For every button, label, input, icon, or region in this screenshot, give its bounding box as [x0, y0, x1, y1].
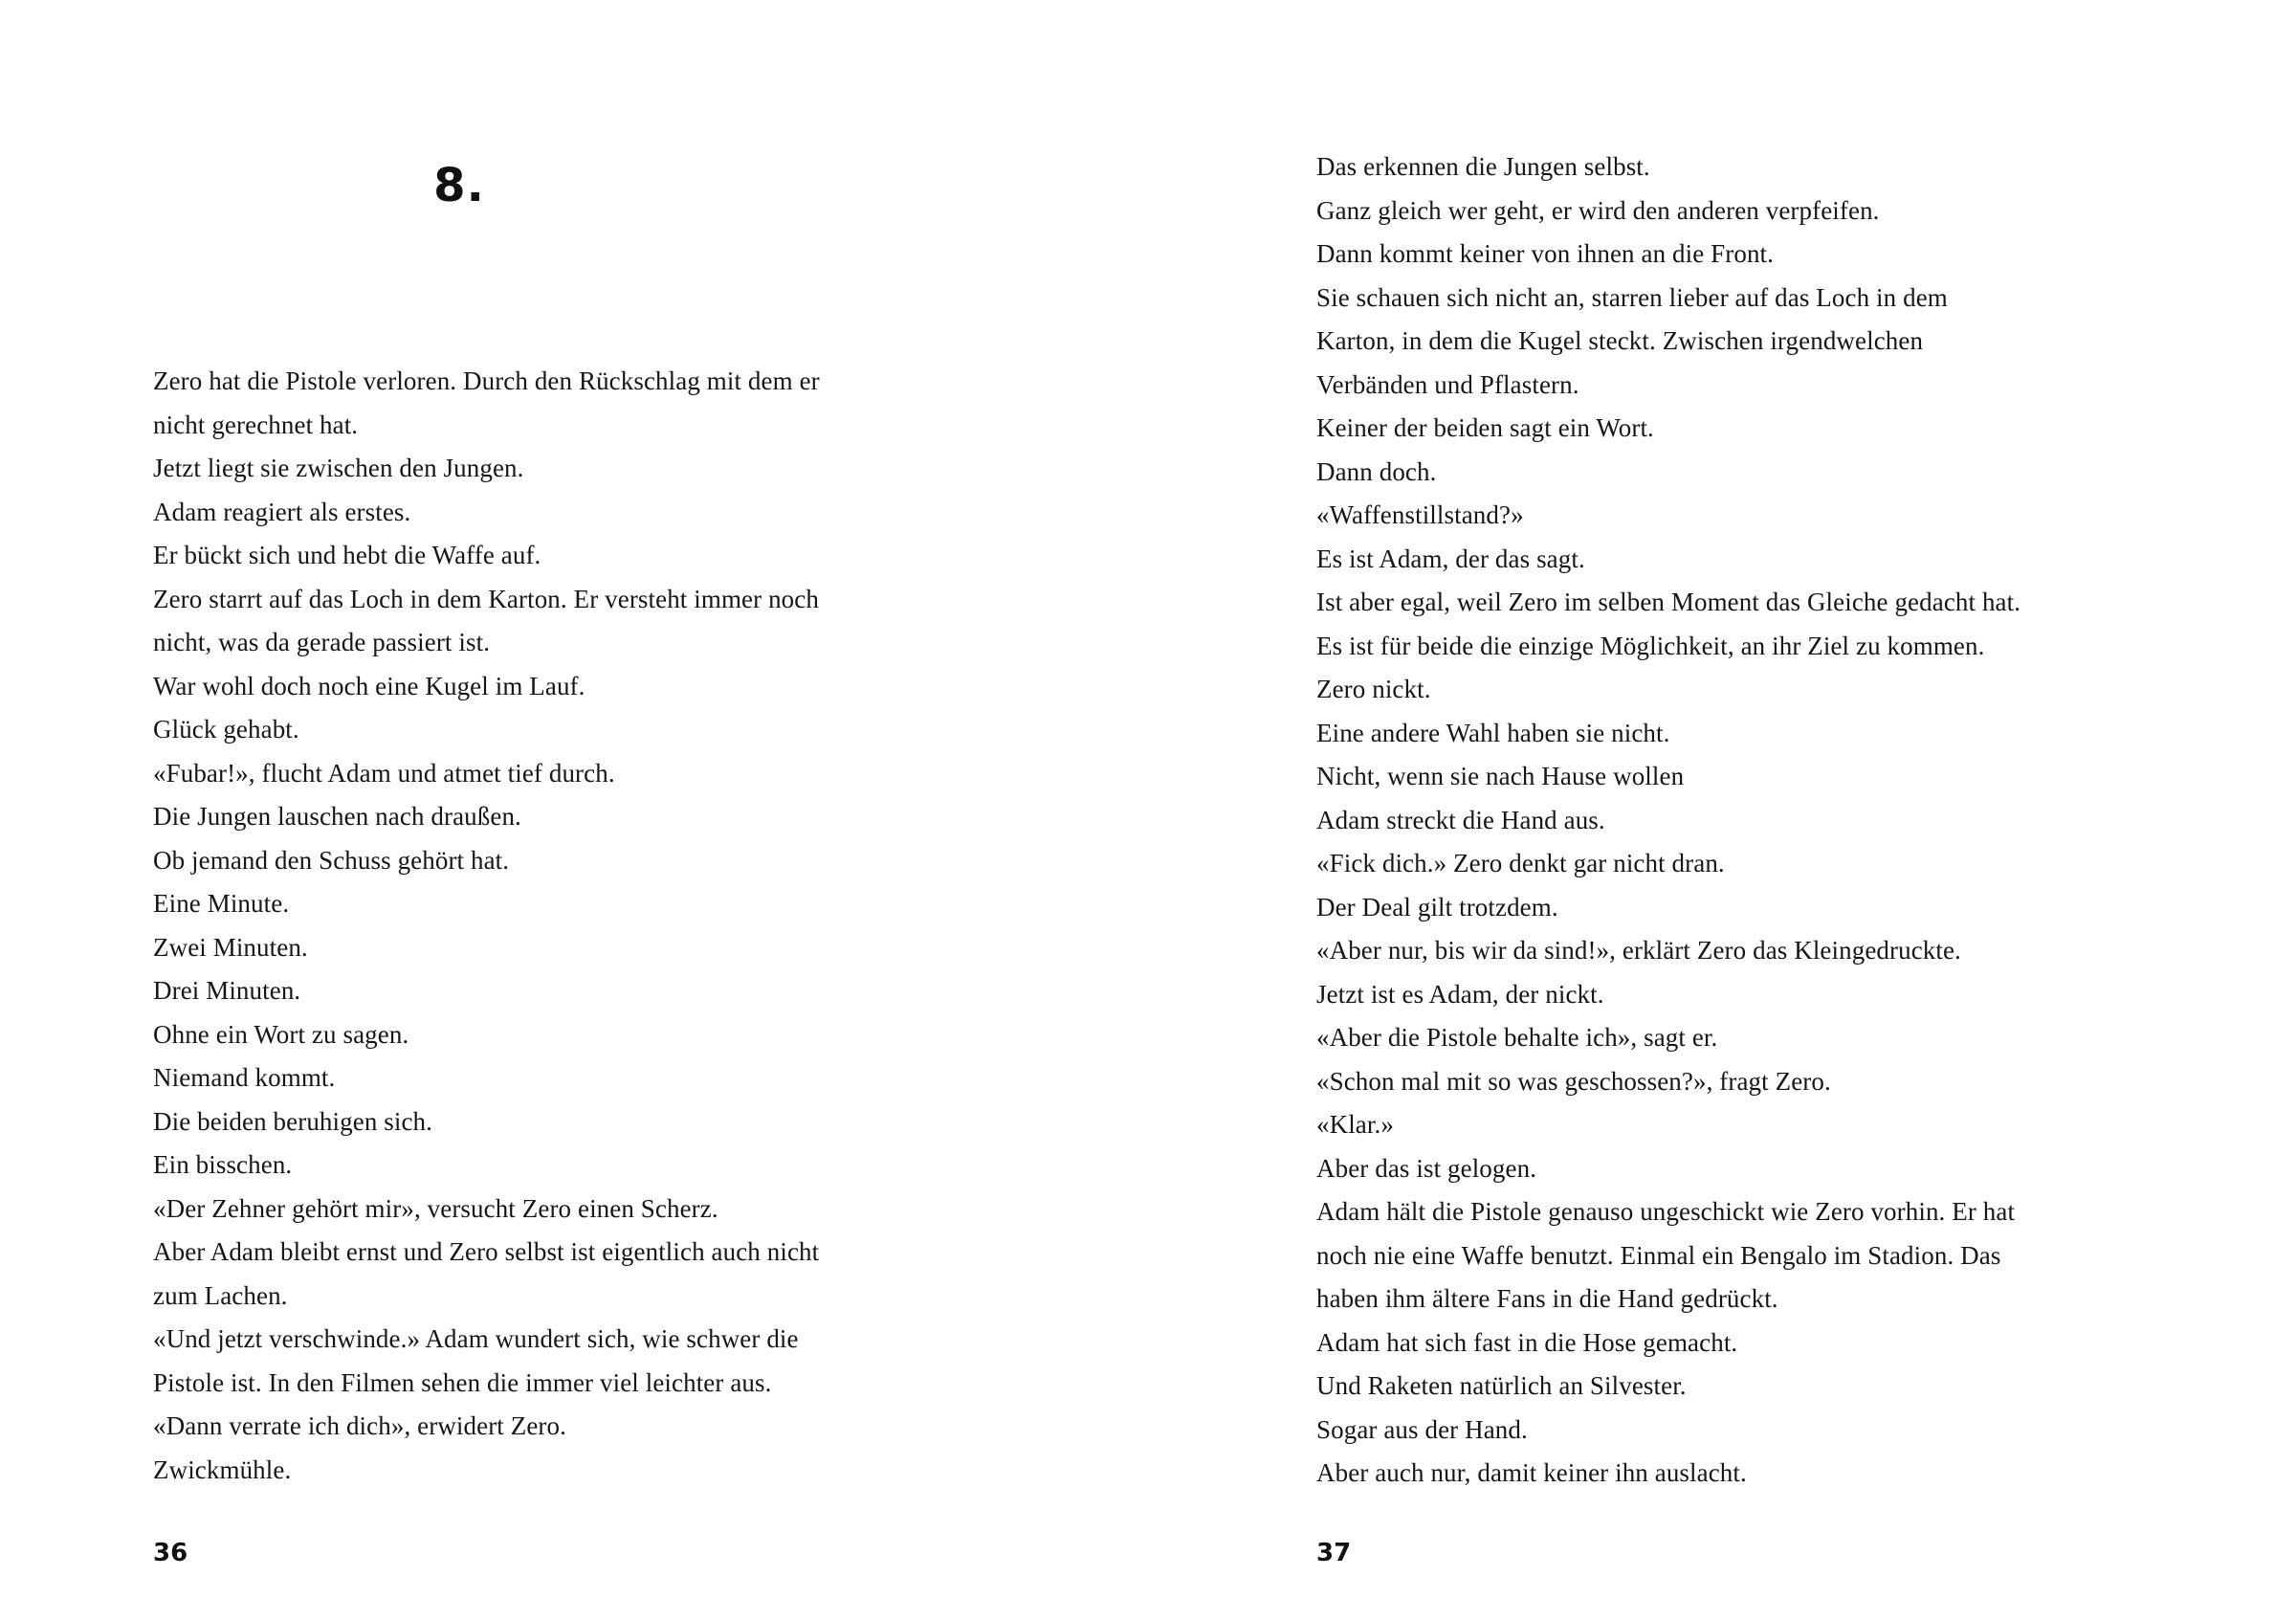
text-line: Adam hält die Pistole genauso ungeschickt wie Zero vorhin. Er hat [1316, 1197, 2016, 1226]
text-line: Zero nickt. [1316, 675, 1431, 703]
text-line: «Aber nur, bis wir da sind!», erklärt Zero das Kleingedruckte. [1316, 936, 1961, 965]
text-line: Aber das ist gelogen. [1316, 1153, 1537, 1183]
text-line: Keiner der beiden sagt ein Wort. [1316, 413, 1654, 442]
text-line: Ob jemand den Schuss gehört hat. [153, 845, 510, 875]
chapter-heading: 8. [433, 159, 485, 212]
text-line: Eine andere Wahl haben sie nicht. [1316, 718, 1670, 747]
text-line: Ohne ein Wort zu sagen. [153, 1019, 409, 1049]
page-number-right: 37 [1316, 1539, 1352, 1567]
text-line: nicht gerechnet hat. [153, 410, 359, 439]
text-line: zum Lachen. [153, 1280, 288, 1310]
text-line: Zero hat die Pistole verloren. Durch den Rückschlag mit dem er [153, 366, 820, 395]
page-number-left: 36 [153, 1539, 188, 1567]
text-line: «Dann verrate ich dich», erwidert Zero. [153, 1411, 566, 1440]
text-line: War wohl doch noch eine Kugel im Lauf. [153, 671, 585, 700]
left-page-text [153, 360, 928, 1492]
text-line: Adam hat sich fast in die Hose gemacht. [1316, 1327, 1738, 1357]
text-line: Dann doch. [1316, 456, 1437, 486]
text-line: Er bückt sich und hebt die Waffe auf. [153, 541, 541, 569]
text-line: «Der Zehner gehört mir», versucht Zero einen Scherz. [153, 1193, 718, 1223]
text-line: Jetzt liegt sie zwischen den Jungen. [153, 454, 524, 482]
page-right [1316, 0, 2110, 1621]
text-line: Sogar aus der Hand. [1316, 1414, 1528, 1444]
text-line: haben ihm ältere Fans in die Hand gedrückt. [1316, 1284, 1778, 1313]
text-line: Es ist Adam, der das sagt. [1316, 544, 1585, 573]
text-line: Eine Minute. [153, 889, 290, 918]
text-line: Glück gehabt. [153, 715, 299, 744]
text-line: Die beiden beruhigen sich. [153, 1106, 433, 1136]
page-left [153, 0, 928, 1621]
text-line: Aber auch nur, damit keiner ihn auslacht. [1316, 1458, 1747, 1487]
text-line: Nicht, wenn sie nach Hause wollen [1316, 762, 1685, 790]
text-line: Ein bisschen. [153, 1150, 293, 1179]
text-line: Sie schauen sich nicht an, starren lieber auf das Loch in dem [1316, 282, 1948, 312]
text-line: Zwei Minuten. [153, 932, 308, 962]
text-line: «Waffenstillstand?» [1316, 500, 1524, 529]
text-line: Adam reagiert als erstes. [153, 497, 411, 526]
text-line: «Fick dich.» Zero denkt gar nicht dran. [1316, 849, 1725, 877]
text-line: Jetzt ist es Adam, der nickt. [1316, 979, 1604, 1009]
text-line: Pistole ist. In den Filmen sehen die immer viel leichter aus. [153, 1367, 772, 1397]
text-line: «Schon mal mit so was geschossen?», fragt Zero. [1316, 1066, 1831, 1096]
text-line: Ganz gleich wer geht, er wird den anderen verpfeifen. [1316, 195, 1880, 225]
text-line: Zero starrt auf das Loch in dem Karton. Er versteht immer noch [153, 584, 819, 613]
text-line: Der Deal gilt trotzdem. [1316, 892, 1558, 922]
text-line: Die Jungen lauschen nach draußen. [153, 802, 521, 831]
text-line: Karton, in dem die Kugel steckt. Zwischen irgendwelchen [1316, 326, 1924, 355]
text-line: Verbänden und Pflastern. [1316, 369, 1579, 399]
text-line: Drei Minuten. [153, 976, 301, 1005]
text-line: nicht, was da gerade passiert ist. [153, 628, 491, 656]
right-page-text [1316, 145, 2110, 1496]
text-line: Es ist für beide die einzige Möglichkeit, an ihr Ziel zu kommen. [1316, 631, 1985, 660]
text-line: «Klar.» [1316, 1110, 1394, 1139]
text-line: noch nie eine Waffe benutzt. Einmal ein Bengalo im Stadion. Das [1316, 1240, 2001, 1270]
text-line: Niemand kommt. [153, 1063, 336, 1092]
text-line: Ist aber egal, weil Zero im selben Moment das Gleiche gedacht hat. [1316, 588, 2021, 616]
text-line: «Aber die Pistole behalte ich», sagt er. [1316, 1023, 1718, 1052]
text-line: Zwickmühle. [153, 1454, 292, 1484]
text-line: «Und jetzt verschwinde.» Adam wundert sich, wie schwer die [153, 1324, 799, 1353]
text-line: Adam streckt die Hand aus. [1316, 805, 1605, 834]
text-line: Dann kommt keiner von ihnen an die Front. [1316, 239, 1775, 268]
text-line: Und Raketen natürlich an Silvester. [1316, 1371, 1687, 1400]
text-line: Das erkennen die Jungen selbst. [1316, 152, 1650, 181]
text-line: Aber Adam bleibt ernst und Zero selbst ist eigentlich auch nicht [153, 1237, 820, 1266]
text-line: «Fubar!», flucht Adam und atmet tief durch. [153, 758, 615, 788]
